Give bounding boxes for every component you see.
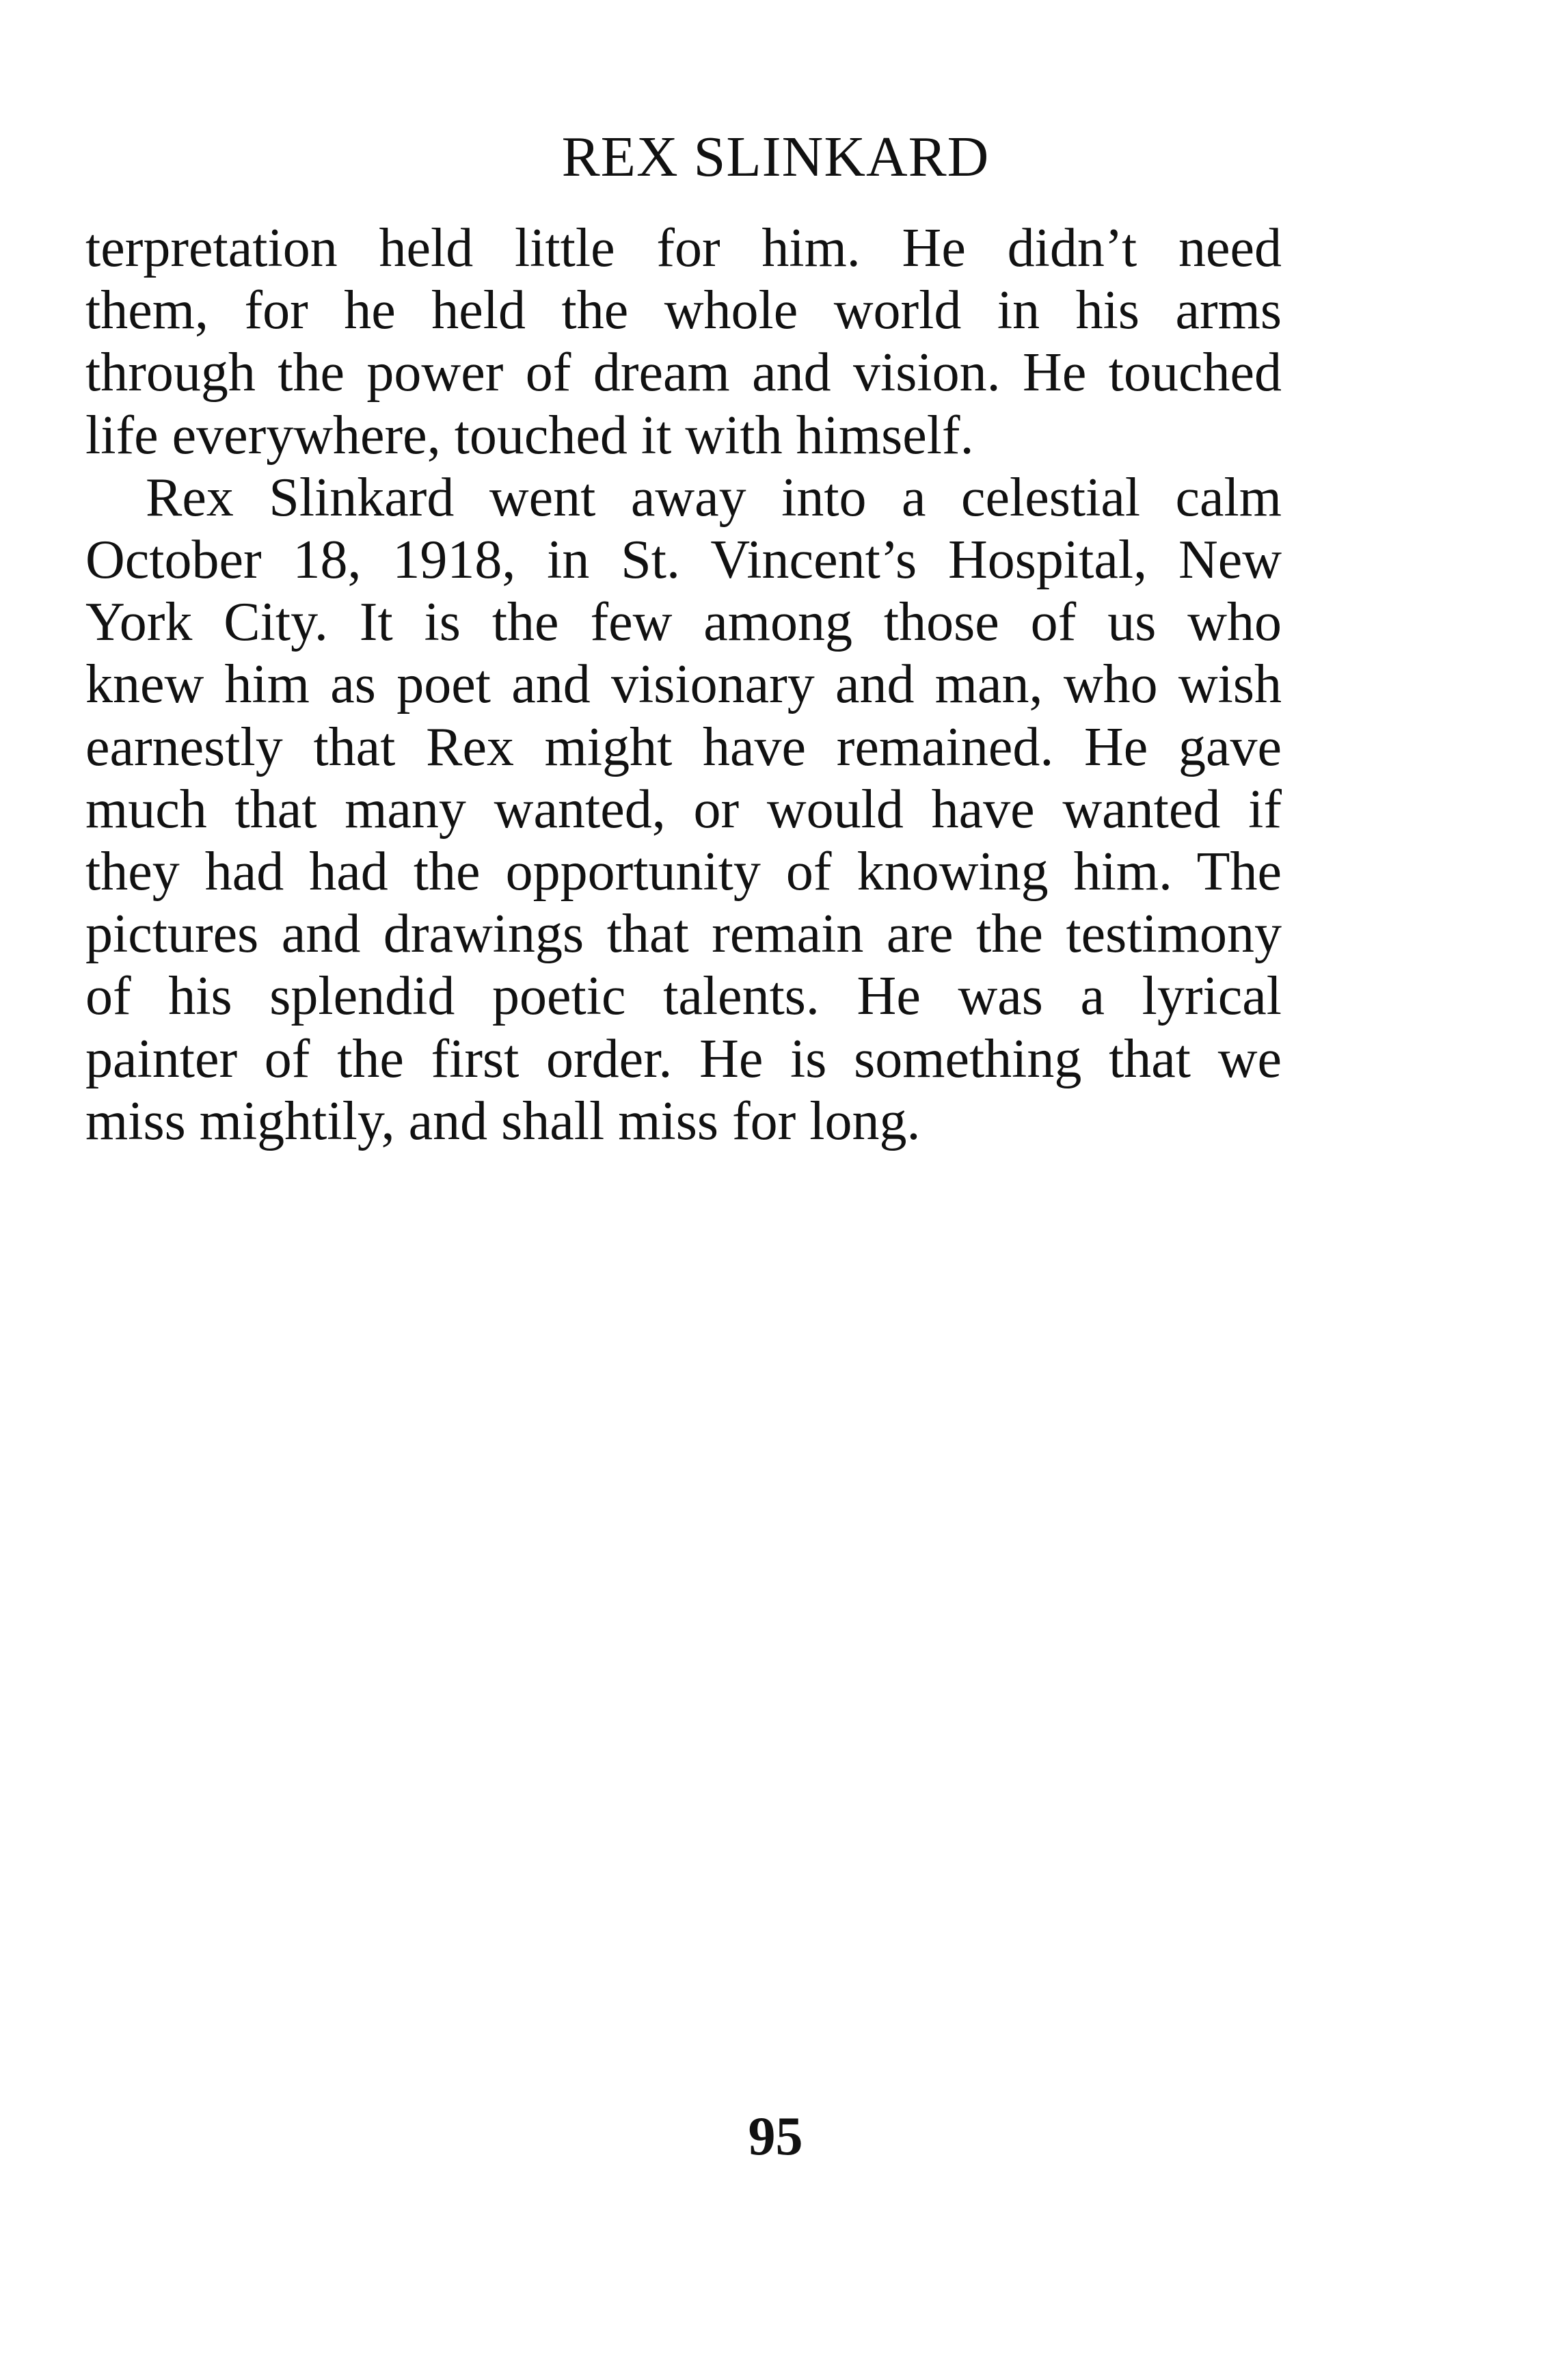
text-line: miss mightily, and shall miss for long. bbox=[85, 1091, 921, 1151]
text-line: much that many wanted, or would have wanted if bbox=[85, 779, 1282, 840]
text-line: they had had the opportunity of knowing him. The bbox=[85, 842, 1282, 902]
text-line: life everywhere, touched it with himself. bbox=[85, 405, 974, 466]
paragraph-1 bbox=[85, 217, 1282, 467]
running-head: REX SLINKARD bbox=[561, 125, 990, 189]
text-line: knew him as poet and visionary and man, who wish bbox=[85, 654, 1282, 715]
body-text bbox=[85, 217, 1282, 1153]
text-line: painter of the first order. He is something that we bbox=[85, 1028, 1282, 1089]
page-number: 95 bbox=[748, 2107, 803, 2167]
text-line: pictures and drawings that remain are the testimony bbox=[85, 904, 1282, 965]
text-line: through the power of dream and vision. He touched bbox=[85, 343, 1282, 403]
text-line: October 18, 1918, in St. Vincent’s Hospital, New bbox=[85, 530, 1282, 591]
paragraph-2 bbox=[85, 467, 1282, 1153]
text-line: York City. It is the few among those of us who bbox=[85, 592, 1282, 653]
text-line: terpretation held little for him. He didn’t need bbox=[85, 218, 1282, 278]
text-line: earnestly that Rex might have remained. He gave bbox=[85, 717, 1282, 777]
text-line: of his splendid poetic talents. He was a lyrical bbox=[85, 966, 1282, 1027]
text-line: them, for he held the whole world in his arms bbox=[85, 280, 1282, 341]
text-line: Rex Slinkard went away into a celestial calm bbox=[146, 467, 1282, 528]
